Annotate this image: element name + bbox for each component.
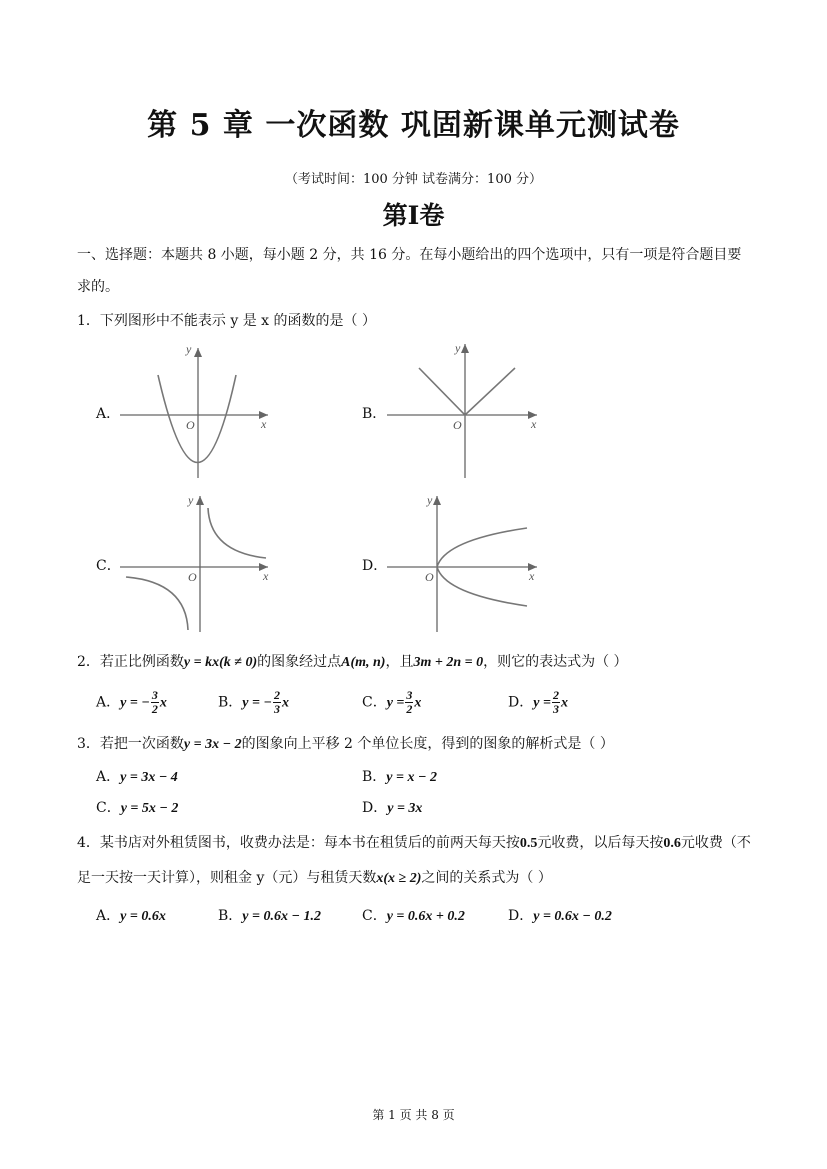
q2-option-a-den: 2 <box>151 702 158 716</box>
q2-option-c-lhs: y = <box>386 695 405 711</box>
q2-option-d-num: 2 <box>552 688 559 702</box>
graph-b-x-label: x <box>531 417 537 431</box>
q3-option-b <box>362 766 437 786</box>
q4-option-d-expr: y = 0.6x − 0.2 <box>533 909 612 924</box>
graph-c-hyperbola <box>118 492 278 634</box>
q2-option-c-label: C． <box>362 694 387 711</box>
q1-stem: 1．下列图形中不能表示 y 是 x 的函数的是（ ） <box>77 313 376 329</box>
q4-option-c-label: C． <box>362 908 387 924</box>
graph-b-origin: O <box>453 418 462 432</box>
q2-option-a-var: x <box>159 695 167 711</box>
q3-option-d-label: D． <box>362 800 388 816</box>
q2-stem-text-1: 2．若正比例函数 <box>77 654 184 670</box>
q4-stem-line2 <box>77 867 552 887</box>
q3-option-a-expr: y = 3x − 4 <box>120 770 178 785</box>
q2-option-c-var: x <box>414 695 422 711</box>
q2-option-a-num: 3 <box>151 688 158 702</box>
q2-option-b <box>218 689 289 716</box>
q3-stem-text-1: 3．若把一次函数 <box>77 736 184 752</box>
graph-a-parabola <box>118 340 278 480</box>
graph-c-x-label: x <box>263 569 269 583</box>
q3-option-d-expr: y = 3x <box>387 801 423 816</box>
q4-option-a-expr: y = 0.6x <box>120 909 166 924</box>
q3-function: y = 3x − 2 <box>183 737 242 752</box>
q3-option-c <box>96 797 178 817</box>
q4-option-c-expr: y = 0.6x + 0.2 <box>386 909 465 924</box>
section-intro-line2: 求的。 <box>77 279 119 295</box>
q1-option-d-label: D． <box>362 558 388 574</box>
q3-stem-text-2: 的图象向上平移 2 个单位长度，得到的图象的解析式是（ ） <box>241 736 614 752</box>
q4-rate-2: 0.6 <box>663 836 681 851</box>
q4-option-b-label: B． <box>218 908 243 924</box>
q3-option-d <box>362 797 422 817</box>
q4-option-a-label: A． <box>96 908 121 924</box>
q4-option-d <box>508 905 612 925</box>
q4-stem-line1 <box>77 832 751 852</box>
q2-option-b-var: x <box>281 695 289 711</box>
q2-option-c <box>362 689 421 716</box>
exam-info: （考试时间：100 分钟 试卷满分：100 分） <box>284 172 543 187</box>
graph-d-origin: O <box>425 570 434 584</box>
q3-option-a <box>96 766 178 786</box>
q2-stem <box>77 651 628 671</box>
q2-stem-text-2: 的图象经过点 <box>257 654 342 670</box>
graph-c-y-label: y <box>188 493 194 507</box>
graph-a-y-label: y <box>186 342 192 356</box>
q2-stem-text-4: ，则它的表达式为（ ） <box>483 654 628 670</box>
q2-point: A(m, n) <box>341 655 386 670</box>
q4-text-5: 之间的关系式为（ ） <box>421 870 552 886</box>
q2-stem-text-3: ，且 <box>385 654 414 670</box>
q2-option-b-den: 3 <box>273 702 280 716</box>
q2-function: y = kx(k ≠ 0) <box>183 655 258 670</box>
q4-option-c <box>362 905 465 925</box>
q2-option-b-num: 2 <box>273 688 280 702</box>
q1-option-a-label: A． <box>96 406 121 422</box>
q4-option-a <box>96 905 166 925</box>
q2-option-a <box>96 689 167 716</box>
q3-option-a-label: A． <box>96 769 121 785</box>
q4-condition: x(x ≥ 2) <box>376 871 422 886</box>
q2-option-b-fraction <box>273 689 281 716</box>
q2-option-a-label: A． <box>96 694 121 711</box>
q3-option-c-expr: y = 5x − 2 <box>120 801 179 816</box>
q2-option-d-den: 3 <box>552 702 559 716</box>
q3-stem <box>77 733 614 753</box>
q2-option-d <box>508 689 568 716</box>
q2-option-b-lhs: y = − <box>242 695 272 711</box>
q2-condition: 3m + 2n = 0 <box>413 655 484 670</box>
q2-option-d-fraction <box>552 689 560 716</box>
q2-option-c-fraction <box>405 689 413 716</box>
q2-option-c-den: 2 <box>406 702 413 716</box>
graph-c-origin: O <box>188 570 197 584</box>
graph-b-y-label: y <box>455 341 461 355</box>
graph-a-origin: O <box>186 418 195 432</box>
graph-b-v-shape <box>385 340 545 480</box>
q2-option-d-lhs: y = <box>533 695 551 711</box>
q2-option-a-fraction <box>151 689 159 716</box>
q4-text-3: 元收费（不 <box>680 835 751 851</box>
graph-d-sideways-parabola <box>385 492 545 634</box>
q4-text-4: 足一天按一天计算），则租金 y（元）与租赁天数 <box>77 870 377 886</box>
q1-option-b-label: B． <box>362 406 387 422</box>
page-title: 第 5 章 一次函数 巩固新课单元测试卷 <box>147 108 680 143</box>
q4-option-b <box>218 905 321 925</box>
q3-option-b-expr: y = x − 2 <box>386 770 437 785</box>
q3-option-c-label: C． <box>96 800 121 816</box>
graph-a-x-label: x <box>261 417 267 431</box>
q2-option-a-lhs: y = − <box>120 695 150 711</box>
q2-option-b-label: B． <box>218 694 243 711</box>
q2-option-c-num: 3 <box>406 688 413 702</box>
graph-d-y-label: y <box>427 493 433 507</box>
page-number-footer: 第 1 页 共 8 页 <box>372 1108 455 1122</box>
q4-option-b-expr: y = 0.6x − 1.2 <box>242 909 321 924</box>
q2-option-d-label: D． <box>508 694 534 711</box>
volume-heading: 第Ⅰ卷 <box>382 201 445 230</box>
q3-option-b-label: B． <box>362 769 387 785</box>
q2-option-d-var: x <box>560 695 568 711</box>
q4-rate-1: 0.5 <box>519 836 538 851</box>
graph-d-x-label: x <box>529 569 535 583</box>
q4-text-2: 元收费，以后每天按 <box>537 835 664 851</box>
q1-option-c-label: C． <box>96 558 121 574</box>
q4-text-1: 4．某书店对外租赁图书，收费办法是：每本书在租赁后的前两天每天按 <box>77 835 520 851</box>
q4-option-d-label: D． <box>508 908 534 924</box>
section-intro-line1: 一、选择题：本题共 8 小题，每小题 2 分，共 16 分。在每小题给出的四个选项中，只有一项是符合题目要 <box>77 247 742 263</box>
